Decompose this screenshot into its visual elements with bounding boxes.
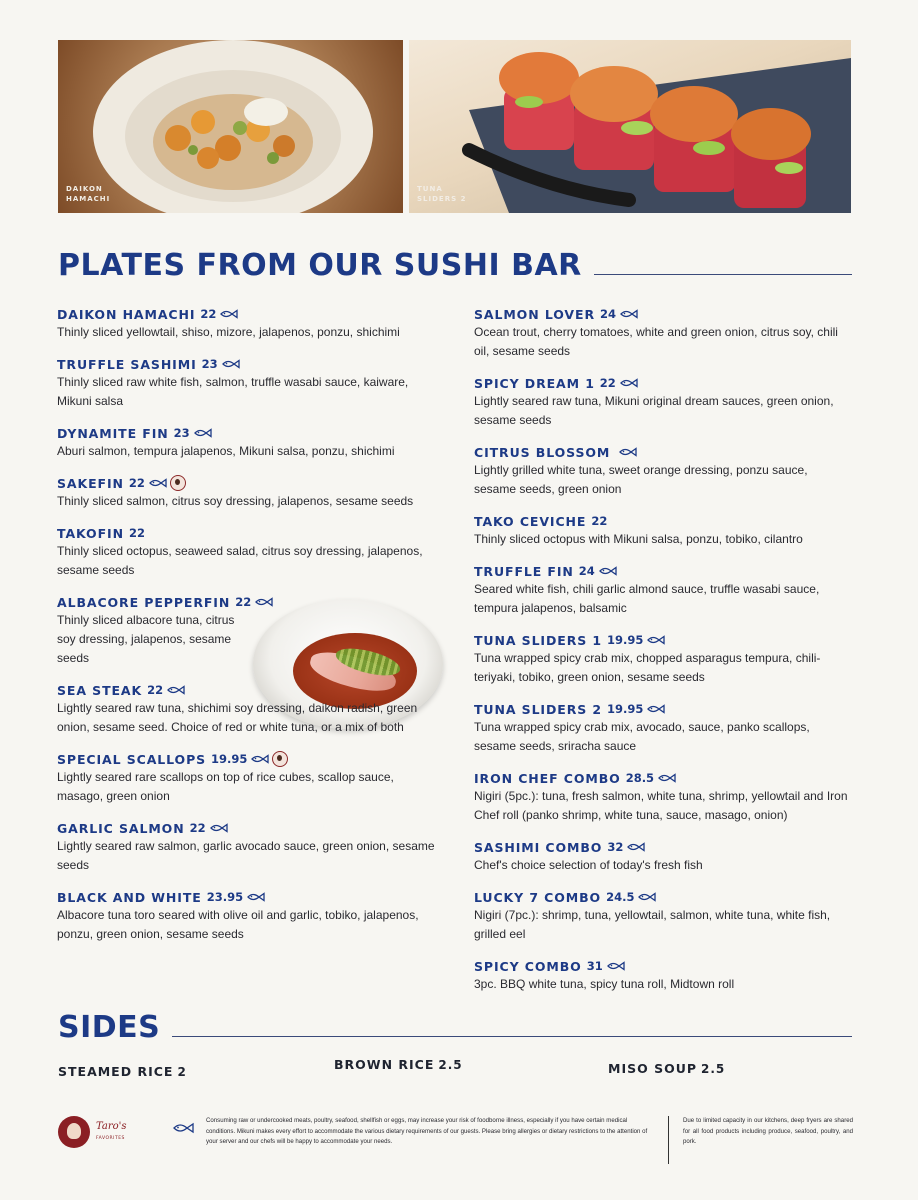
menu-item-description: Nigiri (5pc.): tuna, fresh salmon, white tuna, shrimp, yellowtail and Iron Chef roll (panko shrimp, white tuna, sauce, masago, onion) <box>474 789 848 822</box>
menu-item <box>57 819 437 875</box>
menu-item-name: SPECIAL SCALLOPS <box>57 751 207 767</box>
raw-fish-icon <box>247 892 265 902</box>
taros-favorites-label: Taro's FAVORITES <box>96 1121 127 1141</box>
raw-fish-icon <box>251 754 269 764</box>
menu-item-price: 22 <box>189 821 206 835</box>
taros-favorite-icon <box>272 751 288 767</box>
menu-item-description: Chef's choice selection of today's fresh fish <box>474 858 703 872</box>
menu-item-price: 22 <box>147 683 164 697</box>
menu-item-header <box>474 374 852 392</box>
menu-item-name: DAIKON HAMACHI <box>57 306 196 322</box>
menu-item <box>474 631 852 687</box>
raw-fish-icon <box>210 823 228 833</box>
raw-fish-icon <box>647 635 665 645</box>
menu-item <box>474 305 852 361</box>
side-item: BROWN RICE 2.5 <box>334 1057 463 1072</box>
menu-item-header <box>474 512 852 530</box>
raw-fish-icon <box>220 309 238 319</box>
menu-item-description: Albacore tuna toro seared with olive oil and garlic, tobiko, jalapenos, ponzu, green onion, sesame seeds <box>57 908 419 941</box>
menu-item-header <box>474 888 852 906</box>
menu-item-price: 19.95 <box>211 752 248 766</box>
menu-column-left <box>57 305 437 957</box>
menu-item-name: SASHIMI COMBO <box>474 839 603 855</box>
menu-item-name: CITRUS BLOSSOM <box>474 444 611 460</box>
menu-item-description: Aburi salmon, tempura jalapenos, Mikuni salsa, ponzu, shichimi <box>57 444 395 458</box>
menu-item-price: 22 <box>200 307 217 321</box>
menu-item <box>57 474 437 511</box>
raw-fish-icon <box>607 961 625 971</box>
menu-item-price: 28.5 <box>625 771 655 785</box>
menu-item-name: TUNA SLIDERS 1 <box>474 632 602 648</box>
tuna-sliders-image <box>409 40 851 213</box>
menu-item <box>474 562 852 618</box>
menu-item-description: Lightly grilled white tuna, sweet orange dressing, ponzu sauce, sesame seeds, green onion <box>474 463 808 496</box>
menu-item-name: TUNA SLIDERS 2 <box>474 701 602 717</box>
sides-heading-row <box>58 1010 852 1045</box>
menu-item <box>474 957 852 994</box>
menu-item-name: BLACK AND WHITE <box>57 889 202 905</box>
menu-item-header <box>474 443 852 461</box>
section-title-sides: SIDES <box>58 1010 161 1045</box>
photo-caption-tuna-sliders: TUNA SLIDERS 2 <box>417 185 467 203</box>
menu-item <box>474 443 852 499</box>
raw-fish-icon <box>149 478 167 488</box>
menu-item-header <box>474 769 852 787</box>
menu-item-price: 19.95 <box>606 702 644 716</box>
menu-item-name: SALMON LOVER <box>474 306 595 322</box>
side-item: STEAMED RICE 2 <box>58 1064 187 1079</box>
menu-item <box>57 524 437 580</box>
menu-item-price: 31 <box>586 959 603 973</box>
menu-item <box>57 888 437 944</box>
menu-item-description: 3pc. BBQ white tuna, spicy tuna roll, Midtown roll <box>474 977 735 991</box>
menu-item-header <box>57 888 437 906</box>
menu-item-header <box>474 305 852 323</box>
menu-item-header <box>57 524 437 542</box>
raw-fish-icon <box>658 773 676 783</box>
photo-strip <box>58 40 851 213</box>
raw-fish-icon <box>599 566 617 576</box>
menu-item <box>474 888 852 944</box>
tuna-sliders-photo <box>409 40 851 213</box>
menu-item <box>57 593 437 668</box>
menu-item-description: Lightly seared raw salmon, garlic avocado sauce, green onion, sesame seeds <box>57 839 435 872</box>
menu-item-price: 22 <box>128 476 145 490</box>
menu-item-header <box>57 474 437 492</box>
menu-item-name: GARLIC SALMON <box>57 820 185 836</box>
menu-item-price: 24 <box>578 564 595 578</box>
menu-item-header <box>57 681 437 699</box>
menu-item <box>57 750 437 806</box>
heading-divider <box>172 1036 852 1037</box>
raw-food-disclaimer: Consuming raw or undercooked meats, poultry, seafood, shellfish or eggs, may increase your risk of foodborne illness, especially if you have certain medical conditions. Mikuni makes every effort to accommodate the various dietary requirements of our guests. Please bring allergies or dietary restrictions to the attention of your server and our chefs will be happy to accommodate your needs. <box>206 1117 648 1145</box>
menu-item-name: IRON CHEF COMBO <box>474 770 621 786</box>
raw-fish-icon <box>172 1122 194 1134</box>
menu-item-name: SPICY DREAM 1 <box>474 375 595 391</box>
footer <box>58 1112 852 1162</box>
menu-item-price: 24 <box>599 307 616 321</box>
raw-fish-icon <box>194 428 212 438</box>
menu-item-header <box>474 838 852 856</box>
taros-favorites-logo-icon <box>58 1116 90 1148</box>
taros-favorite-icon <box>170 475 186 491</box>
menu-item-name: TRUFFLE SASHIMI <box>57 356 197 372</box>
raw-fish-icon <box>222 359 240 369</box>
menu-item <box>474 769 852 825</box>
menu-item-name: SAKEFIN <box>57 475 124 491</box>
menu-item-header <box>57 355 437 373</box>
menu-item-name: LUCKY 7 COMBO <box>474 889 602 905</box>
menu-item-name: TAKOFIN <box>57 525 124 541</box>
raw-fish-icon <box>619 447 637 457</box>
menu-item <box>474 512 852 549</box>
heading-divider <box>594 274 852 275</box>
menu-item-description: Lightly seared rare scallops on top of rice cubes, scallop sauce, masago, green onion <box>57 770 394 803</box>
menu-item-price: 23 <box>173 426 190 440</box>
menu-item-header <box>474 631 852 649</box>
raw-fish-icon <box>638 892 656 902</box>
photo-caption-daikon-hamachi: DAIKON HAMACHI <box>66 185 111 203</box>
section-title-plates: PLATES FROM OUR SUSHI BAR <box>58 248 582 283</box>
footer-divider <box>668 1116 669 1164</box>
menu-item-price: 19.95 <box>606 633 644 647</box>
menu-item-price: 22 <box>235 595 252 609</box>
menu-item-name: SPICY COMBO <box>474 958 582 974</box>
raw-fish-icon <box>627 842 645 852</box>
raw-fish-icon <box>167 685 185 695</box>
menu-item-description: Thinly sliced salmon, citrus soy dressing, jalapenos, sesame seeds <box>57 494 414 508</box>
menu-item-description: Lightly seared raw tuna, shichimi soy dressing, daikon radish, green onion, sesame seed. Choice of red or white tuna, or a mix of both <box>57 701 418 734</box>
raw-fish-icon <box>647 704 665 714</box>
menu-item-name: ALBACORE PEPPERFIN <box>57 594 231 610</box>
menu-item-description: Thinly sliced octopus, seaweed salad, citrus soy dressing, jalapenos, sesame seeds <box>57 544 423 577</box>
menu-item-price: 32 <box>607 840 624 854</box>
menu-item <box>474 838 852 875</box>
raw-fish-icon <box>255 597 273 607</box>
menu-item <box>474 374 852 430</box>
daikon-hamachi-photo <box>58 40 403 213</box>
menu-item-price: 22 <box>599 376 616 390</box>
menu-item-header <box>57 819 437 837</box>
raw-fish-icon <box>620 378 638 388</box>
menu-item-price: 22 <box>591 514 608 528</box>
raw-fish-icon <box>620 309 638 319</box>
menu-item-description: Ocean trout, cherry tomatoes, white and green onion, citrus soy, chili oil, sesame seeds <box>474 325 838 358</box>
menu-item-name: TAKO CEVICHE <box>474 513 587 529</box>
menu-item-header <box>57 593 437 611</box>
menu-item <box>474 700 852 756</box>
menu-item-description: Thinly sliced octopus with Mikuni salsa, ponzu, tobiko, cilantro <box>474 532 803 546</box>
menu-item-description: Thinly sliced yellowtail, shiso, mizore, jalapenos, ponzu, shichimi <box>57 325 400 339</box>
side-item: MISO SOUP 2.5 <box>608 1061 726 1076</box>
menu-item-price: 24.5 <box>606 890 635 904</box>
menu-item <box>57 681 437 737</box>
menu-item-description: Tuna wrapped spicy crab mix, chopped asparagus tempura, chili-teriyaki, tobiko, green onion, sesame seeds <box>474 651 821 684</box>
menu-item-header <box>474 700 852 718</box>
menu-item-header <box>474 562 852 580</box>
plates-heading-row <box>58 248 852 283</box>
menu-item-header <box>57 424 437 442</box>
menu-item-description: Thinly sliced albacore tuna, citrus soy dressing, jalapenos, sesame seeds <box>57 613 235 665</box>
menu-item-header <box>57 750 437 768</box>
menu-item <box>57 424 437 461</box>
menu-item-description: Tuna wrapped spicy crab mix, avocado, sauce, panko scallops, sesame seeds, sriracha sauce <box>474 720 810 753</box>
menu-item-price: 23.95 <box>206 890 244 904</box>
menu-item-description: Seared white fish, chili garlic almond sauce, truffle wasabi sauce, tempura jalapenos, balsamic <box>474 582 820 615</box>
menu-item-header <box>57 305 437 323</box>
menu-item-name: DYNAMITE FIN <box>57 425 169 441</box>
menu-item-description: Lightly seared raw tuna, Mikuni original dream sauces, green onion, sesame seeds <box>474 394 834 427</box>
sides-list <box>58 1057 852 1084</box>
menu-item-price: 23 <box>201 357 218 371</box>
menu-column-right <box>474 305 852 1007</box>
menu-item-name: SEA STEAK <box>57 682 143 698</box>
menu-item-name: TRUFFLE FIN <box>474 563 574 579</box>
menu-item <box>57 355 437 411</box>
menu-item-description: Thinly sliced raw white fish, salmon, truffle wasabi sauce, kaiware, Mikuni salsa <box>57 375 409 408</box>
menu-item-price: 22 <box>128 526 145 540</box>
kitchen-capacity-note: Due to limited capacity in our kitchens, deep fryers are shared for all food products including produce, seafood, poultry, and pork. <box>683 1117 853 1145</box>
menu-item-description: Nigiri (7pc.): shrimp, tuna, yellowtail, salmon, white tuna, white fish, grilled eel <box>474 908 831 941</box>
menu-item-header <box>474 957 852 975</box>
menu-item <box>57 305 437 342</box>
